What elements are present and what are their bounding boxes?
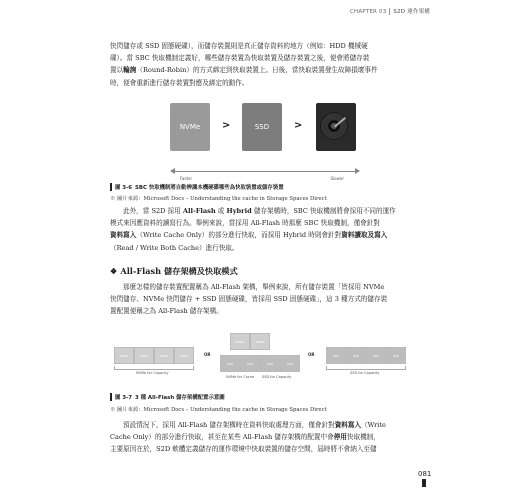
para1-line3-post: （Round-Robin）的方式綁定到快取裝置上。日後，當快取裝置發生故障損壞事件 [136, 66, 378, 75]
para4-bold-disable: 停用 [333, 433, 347, 442]
para1-line4: 時，便會重新進行儲存裝置對應及綁定的動作。 [110, 78, 249, 87]
para2-bold-allflash: All-Flash [182, 207, 216, 215]
drive-label: SSD [226, 361, 234, 366]
nvme-cache-drive [230, 333, 250, 350]
para3-line1: 那麼怎樣的儲存裝置配置稱為 All-Flash 架構，舉例來說，所有儲存裝置「皆採用 NVMe [123, 283, 385, 291]
para1-line2: 碟）。當 SBC 快取機制定義好，哪些儲存裝置為快取裝置及儲存裝置之後，便會將儲存裝 [110, 54, 370, 63]
para2-line4: （Read / Write Both Cache）進行快取。 [110, 243, 239, 252]
nvme-cache-label: NVMe for Cache [226, 375, 255, 379]
drive-label: NVMe [139, 353, 149, 358]
paragraph-2 [110, 205, 422, 254]
nvme-drive [170, 103, 210, 151]
drive-label: SSD [266, 361, 274, 366]
para4-line2-c: 快取機制， [346, 433, 380, 442]
nvme-drive-small [174, 347, 194, 364]
para2-bold-write: 資料寫入 [110, 231, 137, 240]
bracket [114, 366, 194, 370]
para2-line2: 模式來因應資料的讀寫行為。舉例來說，當採用 All-Flash 時那麼 SBC 快取機制，僅會針對 [110, 219, 380, 228]
figure-number: 圖 3-7 [110, 393, 132, 401]
slower-label: Slower [330, 176, 344, 181]
caption-text: 3 種 All-Flash 儲存架構配置示意圖 [135, 395, 225, 401]
paragraph-1 [110, 40, 422, 89]
or-label-1: OR [204, 352, 211, 357]
figure-3-7-caption [110, 393, 225, 401]
para4-bold-write: 資料寫入 [334, 421, 362, 429]
para2-bold-readwrite: 資料讀取及寫入 [341, 231, 388, 240]
drive-label: NVMe [179, 353, 189, 358]
page-number: 081 [418, 470, 432, 478]
drive-label: SSD [372, 353, 380, 358]
para1-line3-bold: 輪詢 [123, 66, 137, 75]
figure-3-7-source: ※ 圖片來源：Microsoft Docs – Understanding the cache in Storage Spaces Direct [110, 407, 327, 413]
header-divider [389, 8, 390, 15]
faster-label: Faster [180, 176, 193, 181]
ssd-drive-small [366, 347, 386, 364]
chapter-title: S2D 運作架構 [393, 9, 430, 15]
ssd-drive-small [220, 355, 240, 372]
ssd-drive-small [346, 347, 366, 364]
chapter-label: CHAPTER 03 [349, 9, 387, 15]
ssd-drive-small [240, 355, 260, 372]
greater-than-1: > [222, 120, 231, 131]
drive-label: NVMe [119, 353, 129, 358]
section-title: All-Flash 儲存架構及快取模式 [120, 266, 238, 276]
ssd-drive-small [280, 355, 300, 372]
running-header [350, 7, 430, 15]
para3-line2: 快閃儲存、NVMe 快閃儲存 + SSD 固態硬碟，皆採用 SSD 固態硬碟」，這 3 種方式的儲存裝 [110, 295, 388, 304]
figure-3-6-source: ※ 圖片來源：Microsoft Docs – Understanding the cache in Storage Spaces Direct [110, 196, 327, 202]
drive-label: SSD [246, 361, 254, 366]
para1-line3-pre: 置以 [110, 66, 124, 75]
greater-than-2: > [294, 120, 303, 131]
figure-3-6-caption [110, 183, 284, 191]
drive-label: NVMe [159, 353, 169, 358]
para4-line3: 主要原因在於，S2D 軟體定義儲存的運作環境中快取裝置的儲存空間，屆時將不會納入至儲 [110, 445, 377, 454]
or-label-2: OR [308, 352, 315, 357]
para2-line1-a: 此外，當 S2D 採用 [123, 207, 183, 215]
para1-line1: 快閃儲存或 SSD 固態硬碟），而儲存裝置則是真正儲存資料的地方（例如：HDD 機械硬 [110, 42, 368, 50]
drive-label: NVMe [255, 339, 265, 344]
ssd-drive-small [260, 355, 280, 372]
arrow-right-icon [355, 168, 360, 174]
paragraph-3 [110, 281, 422, 318]
nvme-drive-small [134, 347, 154, 364]
diamond-bullet-icon: ❖ [110, 266, 118, 276]
drive-label: SSD [392, 353, 400, 358]
para4-line1-a: 預設情況下，採用 All-Flash 儲存架構時在資料快取處理方面，僅會針對 [123, 421, 335, 429]
para2-line1-d: 儲存架構時，SBC 快取機制將會採用不同的運作 [251, 207, 396, 215]
para3-line3: 置配置便稱之為 All-Flash 儲存架構。 [110, 307, 223, 316]
section-heading [110, 266, 238, 277]
paragraph-4 [110, 419, 422, 456]
speed-line [174, 171, 356, 172]
nvme-capacity-label: NVMe for Capacity [136, 371, 169, 375]
nvme-drive-small [114, 347, 134, 364]
para2-line3: （Write Cache Only）的部分進行快取，而採用 Hybrid 時則會針對 [136, 231, 342, 240]
para4-line1-c: （Write [361, 421, 386, 429]
drive-label: SSD [332, 353, 340, 358]
ssd-capacity-label-c: SSD for Capacity [350, 371, 380, 375]
ssd-drive-small [386, 347, 406, 364]
caption-text: SBC 快取機制將自動辨識本機硬碟哪些為快取裝置或儲存裝置 [135, 185, 284, 191]
para2-bold-hybrid: Hybrid [226, 207, 252, 215]
nvme-drive-label: NVMe [179, 123, 201, 131]
speed-scale [170, 168, 360, 180]
drive-label: SSD [352, 353, 360, 358]
para4-line2-a: Cache Only）的部分進行快取，甚至在某些 All-Flash 儲存架構的配置中會 [110, 433, 334, 442]
ssd-drive-label: SSD [254, 123, 270, 131]
para2-line1-c: 或 [215, 207, 227, 215]
bracket [326, 366, 406, 370]
drive-label: SSD [286, 361, 294, 366]
page-marker [422, 479, 426, 487]
ssd-drive [242, 103, 282, 151]
figure-3-6 [170, 100, 360, 158]
nvme-drive-small [154, 347, 174, 364]
figure-3-7 [112, 325, 408, 385]
drive-label: NVMe [235, 339, 245, 344]
figure-number: 圖 3-6 [110, 183, 132, 191]
ssd-drive-small [326, 347, 346, 364]
ssd-capacity-label-b: SSD for Capacity [262, 375, 292, 379]
nvme-cache-drive [250, 333, 270, 350]
